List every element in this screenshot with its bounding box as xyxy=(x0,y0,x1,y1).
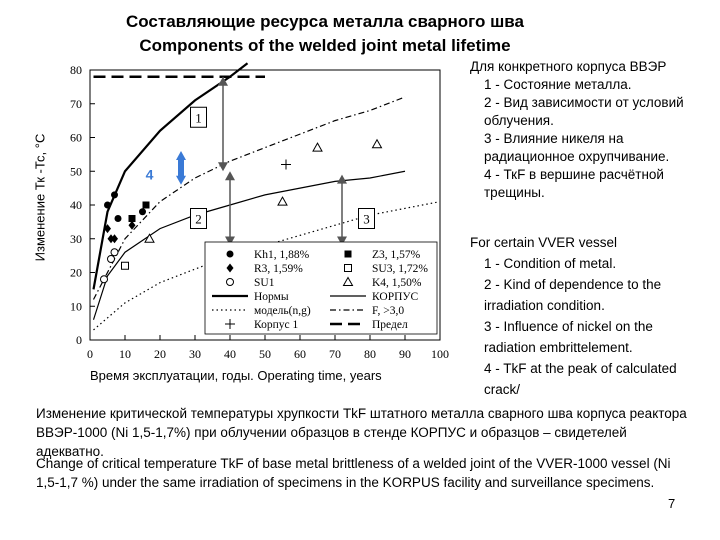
x-axis-label: Время эксплуатации, годы. Operating time, years xyxy=(90,368,382,383)
legend-label: K4, 1,50% xyxy=(372,277,422,289)
y-tick-label: 60 xyxy=(70,130,82,145)
legend-marker xyxy=(227,279,234,286)
legend-marker xyxy=(227,251,234,258)
x-tick-label: 60 xyxy=(294,347,306,361)
arrow-3-head xyxy=(337,175,347,184)
legend-label: Корпус 1 xyxy=(254,319,299,331)
arrow-1-head xyxy=(218,162,228,171)
notes-en-head: For certain VVER vessel xyxy=(470,235,618,250)
y-axis-label: Изменение Тк -Тс, °С xyxy=(32,133,48,262)
annotation-label: 2 xyxy=(195,211,202,227)
legend-label: Нормы xyxy=(254,291,289,303)
legend-label: F, >3,0 xyxy=(372,305,405,317)
data-point-triangle xyxy=(278,197,287,205)
legend-marker xyxy=(345,265,352,272)
data-point-circle xyxy=(139,208,146,215)
y-tick-label: 50 xyxy=(70,164,82,179)
x-tick-label: 80 xyxy=(364,347,376,361)
x-tick-label: 0 xyxy=(87,347,93,361)
notes-en-item: 3 - Influence of nickel on the radiation embrittelement. xyxy=(484,319,653,355)
data-point-square xyxy=(143,202,150,209)
annotation-label: 1 xyxy=(195,110,202,126)
title-ru: Составляющие ресурса металла сварного шва xyxy=(126,12,524,31)
x-tick-label: 40 xyxy=(224,347,236,361)
legend-label: SU1 xyxy=(254,277,275,289)
x-tick-label: 10 xyxy=(119,347,131,361)
notes-ru-head: Для конкретного корпуса ВВЭР xyxy=(470,59,667,74)
x-tick-label: 100 xyxy=(431,347,449,361)
arrow-4-head xyxy=(176,151,186,160)
notes-ru-item: 3 - Влияние никеля на радиационное охрупчивание. xyxy=(484,131,670,164)
data-point-plus xyxy=(281,160,291,170)
x-tick-label: 50 xyxy=(259,347,271,361)
data-point-circle xyxy=(115,215,122,222)
legend-label: модель(n,g) xyxy=(254,305,311,317)
x-tick-label: 70 xyxy=(329,347,341,361)
annotation-label: 3 xyxy=(363,211,370,227)
legend-label: R3, 1,59% xyxy=(254,263,303,275)
chart-legend xyxy=(205,242,437,334)
y-tick-label: 40 xyxy=(70,198,82,212)
x-tick-label: 20 xyxy=(154,347,166,361)
notes-ru xyxy=(458,58,698,202)
data-point-circle xyxy=(104,202,111,209)
caption-en: Change of critical temperature TkF of base metal brittleness of a welded joint of the VVER-1000 vessel (Ni 1,5-1,7 %) under the same irradiation of specimens in the KORPUS facility and surveillance specimens. xyxy=(36,456,671,490)
y-tick-label: 80 xyxy=(70,63,82,77)
x-tick-label: 90 xyxy=(399,347,411,361)
data-point-circle-open xyxy=(111,249,118,256)
data-point-triangle xyxy=(373,140,382,148)
notes-en-item: 4 - TkF at the peak of calculated crack/ xyxy=(484,361,677,397)
data-point-circle-open xyxy=(101,276,108,283)
legend-label: Kh1, 1,88% xyxy=(254,249,310,261)
y-tick-label: 0 xyxy=(76,333,82,347)
legend-label: Предел xyxy=(372,319,408,331)
notes-en-item: 2 - Kind of dependence to the irradiation condition. xyxy=(484,277,662,313)
data-point-triangle xyxy=(313,143,322,151)
annotation-label: 4 xyxy=(145,166,154,183)
notes-en-item: 1 - Condition of metal. xyxy=(484,256,617,271)
y-tick-label: 70 xyxy=(70,96,82,111)
data-point-square-open xyxy=(122,262,129,269)
y-tick-label: 30 xyxy=(70,231,82,246)
arrow-2-head xyxy=(225,171,235,180)
page-number: 7 xyxy=(668,496,676,511)
data-point-circle-open xyxy=(108,256,115,263)
legend-label: Z3, 1,57% xyxy=(372,249,421,261)
y-tick-label: 10 xyxy=(70,299,82,314)
x-tick-label: 30 xyxy=(189,347,201,361)
title-en: Components of the welded joint metal lifetime xyxy=(139,36,511,55)
data-point-square xyxy=(129,215,136,222)
legend-label: КОРПУС xyxy=(372,291,419,303)
notes-ru-item: 2 - Вид зависимости от условий облучения. xyxy=(484,95,684,128)
legend-marker xyxy=(345,251,352,258)
notes-en xyxy=(458,232,708,400)
notes-ru-item: 1 - Состояние металла. xyxy=(484,77,632,92)
data-point-circle xyxy=(111,191,118,198)
caption-ru: Изменение критической температуры хрупкости ТkF штатного металла сварного шва корпуса реактора ВВЭР-1000 (Ni 1,5-1,7%) при облучении образцов в стенде КОРПУС и образцов – свидетелей адекватно. xyxy=(36,406,687,459)
arrow-4-head xyxy=(176,176,186,185)
notes-ru-item: 4 - ТкF в вершине расчётной трещины. xyxy=(484,167,664,200)
chart-annotations xyxy=(146,77,375,246)
legend-label: SU3, 1,72% xyxy=(372,263,428,275)
y-tick-label: 20 xyxy=(70,265,82,280)
